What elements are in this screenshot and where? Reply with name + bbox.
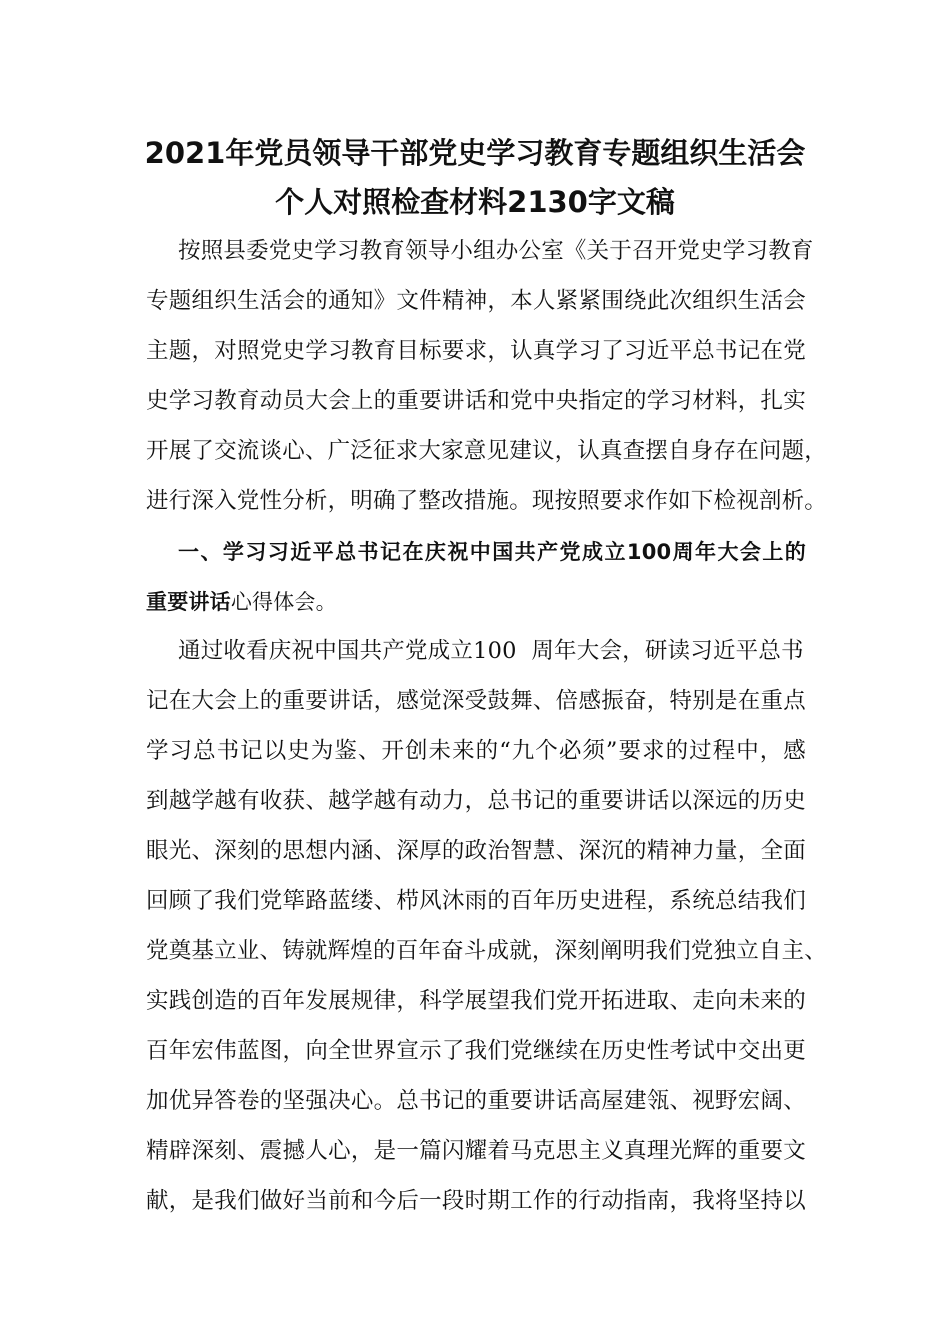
- section-heading-normal-part: 心得体会。: [230, 590, 337, 614]
- paragraph-line: 通过收看庆祝中国共产党成立100 周年大会，研读习近平总书: [178, 638, 804, 664]
- paragraph-line: 百年宏伟蓝图，向全世界宣示了我们党继续在历史性考试中交出更: [146, 1038, 806, 1064]
- paragraph-line: 主题，对照党史学习教育目标要求，认真学习了习近平总书记在党: [146, 338, 806, 364]
- paragraph-line: 按照县委党史学习教育领导小组办公室《关于召开党史学习教育: [178, 238, 814, 264]
- paragraph-line: 党奠基立业、铸就辉煌的百年奋斗成就，深刻阐明我们党独立自主、: [146, 938, 828, 964]
- paragraph-line: 加优异答卷的坚强决心。总书记的重要讲话高屋建瓴、视野宏阔、: [146, 1088, 806, 1114]
- paragraph-line: 到越学越有收获、越学越有动力，总书记的重要讲话以深远的历史: [146, 788, 806, 814]
- document-title-line-2: 个人对照检查材料2130字文稿: [275, 185, 675, 219]
- section-heading: 一、学习习近平总书记在庆祝中国共产党成立100周年大会上的: [178, 540, 806, 564]
- paragraph-line: 专题组织生活会的通知》文件精神，本人紧紧围绕此次组织生活会: [146, 288, 806, 314]
- document-title-line-1: 2021年党员领导干部党史学习教育专题组织生活会: [144, 136, 806, 170]
- section-heading-bold-part: 重要讲话: [146, 590, 231, 614]
- paragraph-line: 记在大会上的重要讲话，感觉深受鼓舞、倍感振奋，特别是在重点: [146, 688, 806, 714]
- paragraph-line: 学习总书记以史为鉴、开创未来的“九个必须”要求的过程中，感: [146, 738, 806, 764]
- paragraph-line: 史学习教育动员大会上的重要讲话和党中央指定的学习材料，扎实: [146, 388, 806, 414]
- paragraph-line: 眼光、深刻的思想内涵、深厚的政治智慧、深沉的精神力量，全面: [146, 838, 806, 864]
- paragraph-line: 回顾了我们党筚路蓝缕、栉风沐雨的百年历史进程，系统总结我们: [146, 888, 806, 914]
- section-heading-continued: [146, 587, 806, 617]
- paragraph-line: 实践创造的百年发展规律，科学展望我们党开拓进取、走向未来的: [146, 988, 806, 1014]
- paragraph-line: 精辟深刻、震撼人心，是一篇闪耀着马克思主义真理光辉的重要文: [146, 1138, 806, 1164]
- paragraph-line: 献，是我们做好当前和今后一段时期工作的行动指南，我将坚持以: [146, 1188, 806, 1214]
- paragraph-line: 开展了交流谈心、广泛征求大家意见建议，认真查摆自身存在问题，: [146, 438, 828, 464]
- paragraph-line: 进行深入党性分析，明确了整改措施。现按照要求作如下检视剖析。: [146, 488, 828, 514]
